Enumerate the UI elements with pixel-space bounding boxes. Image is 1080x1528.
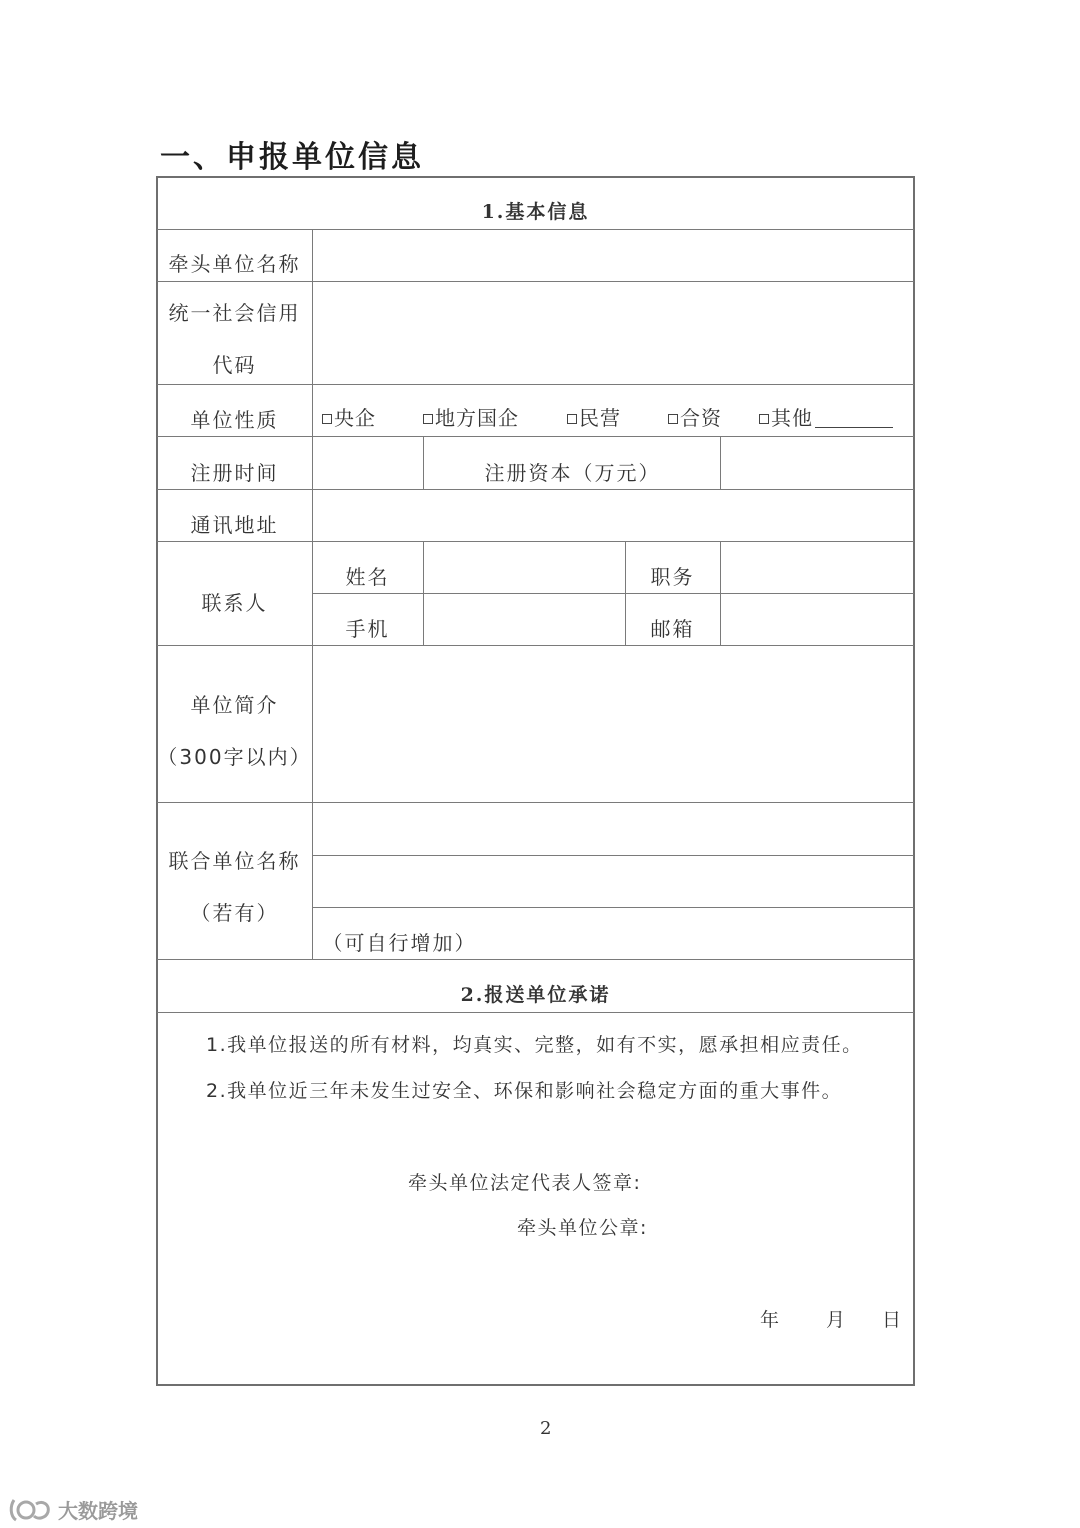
credit-code-label: [157, 287, 312, 391]
row-divider: [312, 855, 914, 856]
other-fill-blank[interactable]: [815, 405, 893, 428]
watermark: [8, 1495, 138, 1524]
column-divider: [720, 436, 721, 489]
joint-unit-label-line1: 联合单位名称: [168, 849, 301, 873]
lead-unit-seal-label: 牵头单位公章:: [517, 1217, 648, 1239]
registration-time-field[interactable]: [314, 438, 421, 487]
checkbox-icon[interactable]: [567, 414, 577, 424]
registered-capital-label: 注册资本（万元）: [484, 460, 661, 485]
option-label: 地方国企: [435, 406, 519, 430]
credit-code-field[interactable]: [314, 283, 913, 383]
contact-person-label: 联系人: [201, 590, 268, 615]
option-central-soe[interactable]: [322, 402, 376, 431]
credit-code-label-line1: 统一社会信用: [168, 301, 301, 325]
option-label: 合资: [680, 406, 722, 430]
date-year-label: 年: [760, 1309, 781, 1331]
checkbox-icon[interactable]: [322, 414, 332, 424]
credit-code-label-line2: 代码: [212, 353, 257, 377]
option-label: 其他: [771, 406, 813, 430]
contact-email-field[interactable]: [722, 595, 913, 644]
column-divider: [720, 541, 721, 645]
lead-unit-name-field[interactable]: [314, 231, 913, 280]
joint-unit-hint: （可自行增加）: [322, 930, 477, 955]
option-local-soe[interactable]: [423, 402, 519, 431]
joint-unit-label: [157, 835, 312, 939]
option-joint-venture[interactable]: [668, 402, 722, 431]
row-divider: [312, 907, 914, 908]
unit-intro-label-line1: 单位简介: [190, 693, 279, 717]
pledge-line-2: 2.我单位近三年未发生过安全、环保和影响社会稳定方面的重大事件。: [206, 1080, 843, 1102]
contact-position-label: 职务: [650, 564, 695, 589]
page-title: 一、申报单位信息: [160, 140, 424, 175]
registered-capital-field[interactable]: [722, 438, 913, 487]
contact-name-field[interactable]: [425, 543, 624, 592]
lead-unit-name-label: 牵头单位名称: [168, 251, 301, 276]
contact-phone-field[interactable]: [425, 595, 624, 644]
date-month-label: 月: [826, 1309, 847, 1331]
row-divider: [157, 645, 914, 646]
joint-unit-field-2[interactable]: [314, 857, 913, 906]
contact-phone-label: 手机: [345, 616, 390, 641]
address-field[interactable]: [314, 491, 913, 540]
row-divider: [157, 959, 914, 960]
date-day-label: 日: [882, 1309, 903, 1331]
contact-name-label: 姓名: [345, 564, 390, 589]
page-number: 2: [540, 1418, 552, 1439]
section-basic-info-header: 1.基本信息: [481, 200, 590, 223]
joint-unit-label-line2: （若有）: [190, 901, 279, 925]
option-private[interactable]: [567, 402, 621, 431]
row-divider: [157, 802, 914, 803]
section-pledge-header: 2.报送单位承诺: [460, 983, 611, 1006]
legal-rep-signature-label: 牵头单位法定代表人签章:: [408, 1172, 642, 1194]
address-label: 通讯地址: [190, 512, 279, 537]
contact-position-field[interactable]: [722, 543, 913, 592]
option-other[interactable]: [759, 402, 893, 431]
checkbox-icon[interactable]: [759, 414, 769, 424]
unit-intro-field[interactable]: [314, 647, 913, 801]
joint-unit-field-1[interactable]: [314, 804, 913, 854]
brand-logo-icon: [8, 1496, 54, 1524]
column-divider: [423, 541, 424, 645]
watermark-text: 大数跨境: [58, 1499, 138, 1523]
unit-nature-label: 单位性质: [190, 407, 279, 432]
unit-intro-label: [157, 679, 312, 783]
checkbox-icon[interactable]: [668, 414, 678, 424]
registration-time-label: 注册时间: [190, 460, 279, 485]
option-label: 央企: [334, 406, 376, 430]
option-label: 民营: [579, 406, 621, 430]
unit-intro-label-line2: （300字以内）: [157, 745, 312, 769]
checkbox-icon[interactable]: [423, 414, 433, 424]
column-divider: [423, 436, 424, 489]
pledge-line-1: 1.我单位报送的所有材料，均真实、完整，如有不实，愿承担相应责任。: [206, 1034, 863, 1056]
contact-email-label: 邮箱: [650, 616, 695, 641]
